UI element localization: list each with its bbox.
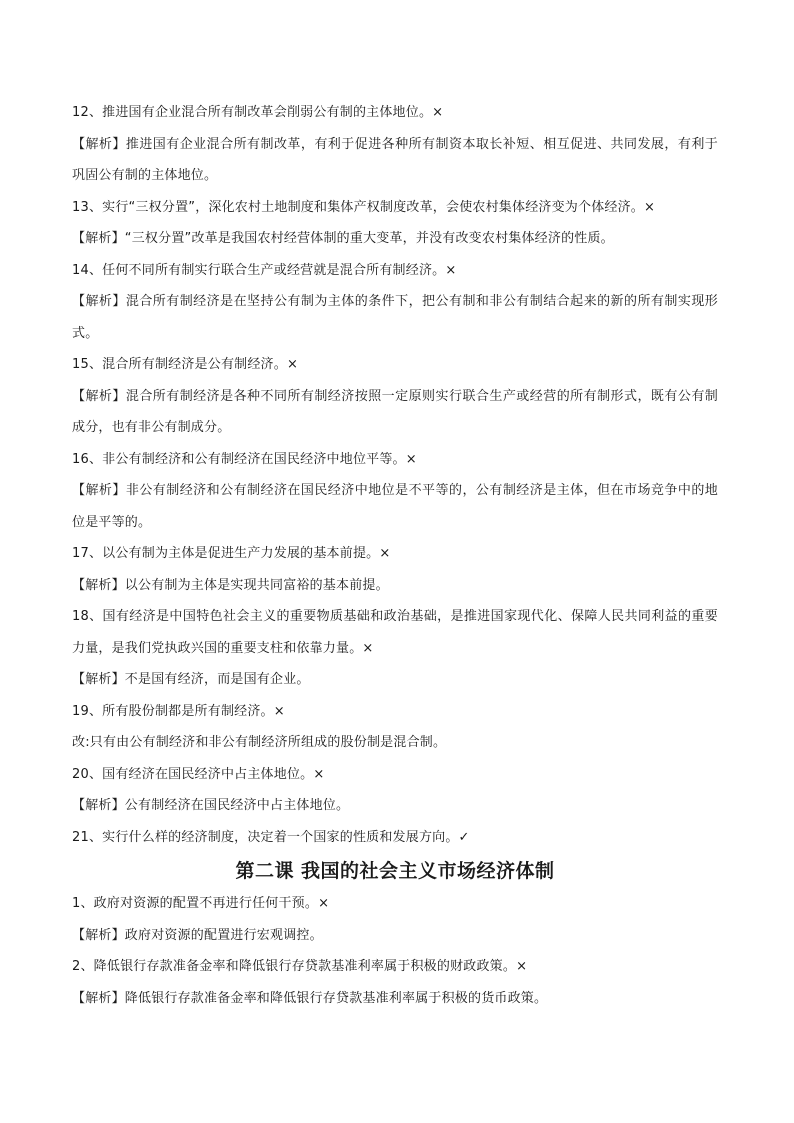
analysis-14: 【解析】混合所有制经济是在坚持公有制为主体的条件下，把公有制和非公有制结合起来的新的所有制实现形式。 — [72, 294, 718, 341]
question-20: 20、国有经济在国民经济中占主体地位。× — [72, 766, 325, 782]
question-19: 19、所有股份制都是所有制经济。× — [72, 703, 285, 719]
analysis-16: 【解析】非公有制经济和公有制经济在国民经济中地位是不平等的，公有制经济是主体，但在市场竞争中的地位是平等的。 — [72, 483, 718, 530]
question-2-1: 1、政府对资源的配置不再进行任何干预。× — [72, 896, 330, 911]
analysis-15: 【解析】混合所有制经济是各种不同所有制经济按照一定原则实行联合生产或经营的所有制形式，既有公有制成分，也有非公有制成分。 — [72, 388, 718, 435]
question-13: 13、实行“三权分置”，深化农村土地制度和集体产权制度改革，会使农村集体经济变为个体经济。× — [72, 199, 656, 215]
question-14: 14、任何不同所有制实行联合生产或经营就是混合所有制经济。× — [72, 262, 457, 278]
analysis-20: 【解析】公有制经济在国民经济中占主体地位。 — [72, 798, 350, 813]
question-21: 21、实行什么样的经济制度，决定着一个国家的性质和发展方向。✓ — [72, 829, 470, 845]
correction-19: 改:只有由公有制经济和非公有制经济所组成的股份制是混合制。 — [72, 735, 447, 750]
section-title: 第二课 我国的社会主义市场经济体制 — [235, 860, 555, 882]
analysis-17: 【解析】以公有制为主体是实现共同富裕的基本前提。 — [72, 577, 389, 593]
analysis-18: 【解析】不是国有经济，而是国有企业。 — [72, 672, 310, 687]
question-15: 15、混合所有制经济是公有制经济。× — [72, 357, 299, 372]
question-12: 12、推进国有企业混合所有制改革会削弱公有制的主体地位。× — [72, 105, 444, 120]
analysis-2-2: 【解析】降低银行存款准备金率和降低银行存贷款基准利率属于积极的货币政策。 — [72, 990, 548, 1006]
question-2-2: 2、降低银行存款准备金率和降低银行存贷款基准利率属于积极的财政政策。× — [72, 959, 528, 974]
analysis-2-1: 【解析】政府对资源的配置进行宏观调控。 — [72, 927, 323, 943]
analysis-12: 【解析】推进国有企业混合所有制改革，有利于促进各种所有制资本取长补短、相互促进、共同发展，有利于巩固公有制的主体地位。 — [72, 136, 718, 183]
question-18: 18、国有经济是中国特色社会主义的重要物质基础和政治基础，是推进国家现代化、保障人民共同利益的重要力量，是我们党执政兴国的重要支柱和依靠力量。× — [72, 609, 718, 656]
document-page — [72, 97, 718, 1014]
analysis-13: 【解析】“三权分置”改革是我国农村经营体制的重大变革，并没有改变农村集体经济的性质。 — [72, 231, 614, 246]
question-16: 16、非公有制经济和公有制经济在国民经济中地位平等。× — [72, 451, 417, 467]
question-17: 17、以公有制为主体是促进生产力发展的基本前提。× — [72, 546, 391, 561]
